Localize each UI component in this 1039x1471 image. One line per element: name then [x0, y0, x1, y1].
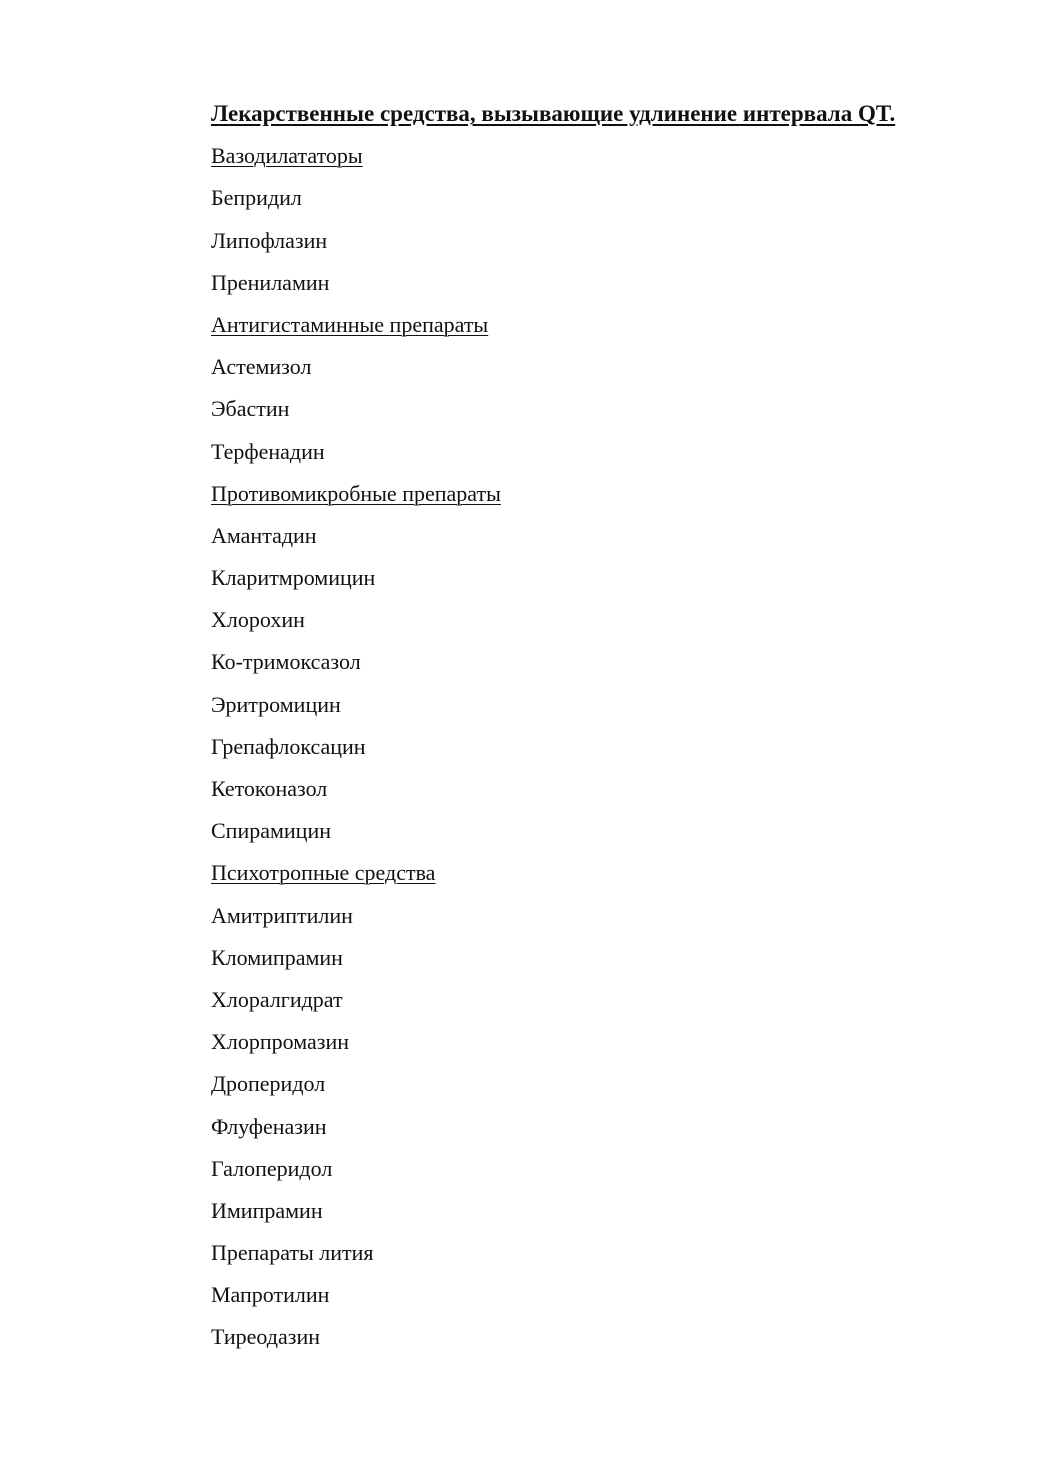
drug-item: Галоперидол: [211, 1155, 333, 1181]
drug-item: Спирамицин: [211, 818, 332, 844]
drug-item: Кларитмромицин: [211, 565, 376, 591]
drug-item: Флуфеназин: [211, 1113, 327, 1139]
drug-item: Препараты лития: [211, 1240, 374, 1266]
category-heading: Психотропные средства: [211, 860, 436, 886]
drug-item: Ко-тримоксазол: [211, 649, 361, 675]
drug-item: Кломипрамин: [211, 944, 343, 970]
category-heading: Противомикробные препараты: [211, 480, 501, 506]
drug-item: Липофлазин: [211, 227, 328, 253]
drug-item: Амитриптилин: [211, 902, 353, 928]
drug-item: Дроперидол: [211, 1071, 326, 1097]
drug-list: [211, 138, 1001, 1361]
drug-item: Бепридил: [211, 185, 302, 211]
document-title: Лекарственные средства, вызывающие удлинение интервала QT.: [211, 101, 896, 126]
drug-item: Имипрамин: [211, 1197, 323, 1223]
drug-item: Терфенадин: [211, 438, 325, 464]
drug-item: Хлорпромазин: [211, 1029, 349, 1055]
category-heading: Антигистаминные препараты: [211, 311, 489, 337]
drug-item: Амантадин: [211, 522, 317, 548]
document-content: [211, 96, 1001, 1362]
drug-item: Эритромицин: [211, 691, 341, 717]
drug-item: Эбастин: [211, 396, 290, 422]
drug-item: Астемизол: [211, 354, 312, 380]
drug-item: Мапротилин: [211, 1282, 330, 1308]
category-heading: Вазодилататоры: [211, 143, 363, 169]
drug-item: Прениламин: [211, 269, 330, 295]
drug-item: Грепафлоксацин: [211, 733, 366, 759]
drug-item: Хлорохин: [211, 607, 305, 633]
drug-item: Кетоконазол: [211, 776, 328, 801]
drug-item: Тиреодазин: [211, 1324, 320, 1350]
drug-item: Хлоралгидрат: [211, 986, 343, 1012]
